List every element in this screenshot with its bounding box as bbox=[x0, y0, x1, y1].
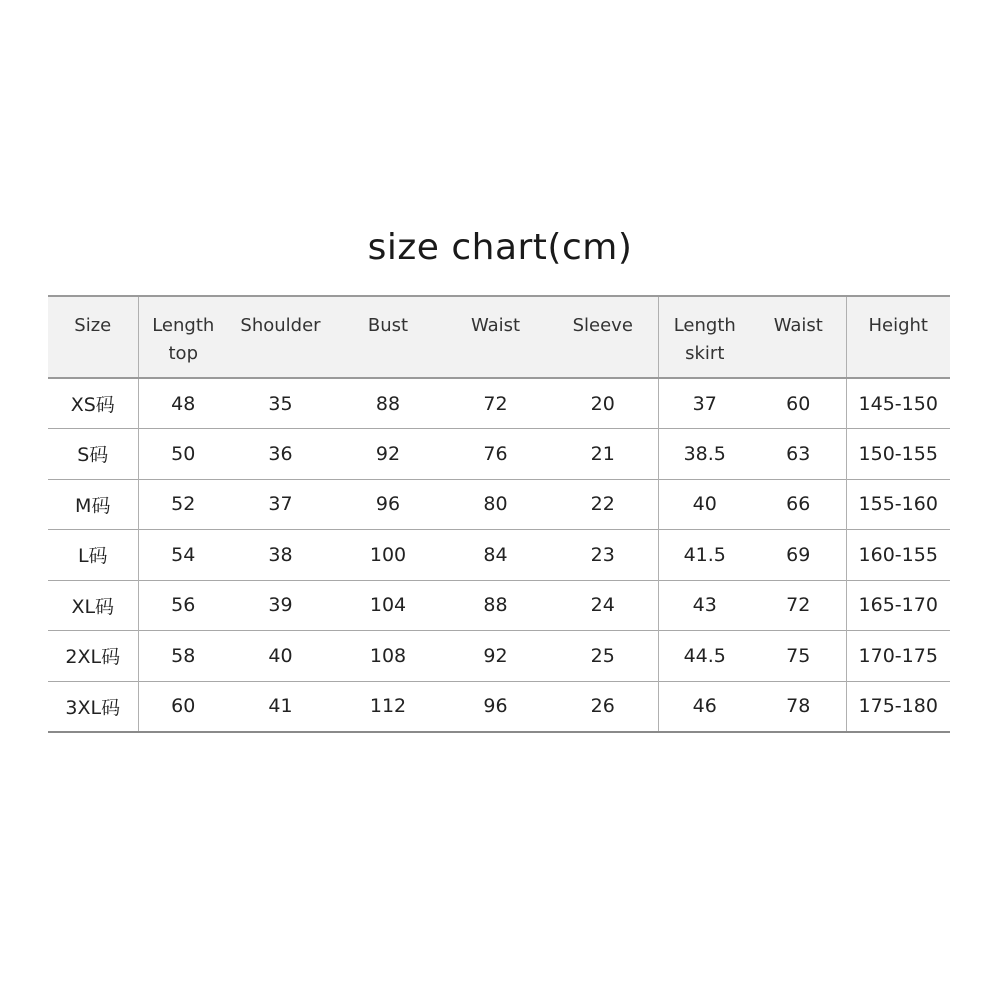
cell-height: 155-160 bbox=[846, 479, 950, 530]
cell-length-skirt: 46 bbox=[658, 681, 751, 732]
cell-size: XS码 bbox=[70, 394, 115, 416]
cell-shoulder: 38 bbox=[268, 543, 293, 566]
cell-height: 165-170 bbox=[846, 580, 950, 631]
cell-length-top: 48 bbox=[138, 378, 228, 429]
cell-length-top: 60 bbox=[138, 681, 228, 732]
cell-shoulder: 37 bbox=[268, 493, 293, 516]
cell-bust: 108 bbox=[369, 644, 407, 667]
table-row bbox=[48, 479, 950, 530]
cell-length-skirt: 43 bbox=[658, 580, 751, 631]
cell-size: M码 bbox=[75, 494, 111, 517]
table-row bbox=[48, 429, 950, 480]
cell-waist-skirt: 66 bbox=[786, 493, 811, 516]
cell-length-top: 56 bbox=[138, 580, 228, 631]
cell-waist-skirt: 63 bbox=[786, 442, 811, 465]
cell-length-skirt: 37 bbox=[658, 378, 751, 429]
cell-bust: 88 bbox=[375, 392, 401, 415]
cell-height: 175-180 bbox=[846, 681, 950, 732]
cell-shoulder: 40 bbox=[268, 644, 293, 667]
cell-waist-skirt: 72 bbox=[786, 594, 811, 617]
header-height: Height bbox=[846, 296, 950, 378]
cell-shoulder: 41 bbox=[268, 695, 293, 717]
cell-waist-top: 96 bbox=[483, 695, 508, 717]
cell-height: 145-150 bbox=[846, 378, 950, 429]
cell-bust: 92 bbox=[375, 442, 401, 465]
cell-length-top: 58 bbox=[138, 631, 228, 682]
cell-sleeve: 25 bbox=[590, 644, 615, 667]
header-length-skirt: Length skirt bbox=[658, 296, 751, 378]
cell-size: 2XL码 bbox=[65, 646, 121, 669]
table-row bbox=[48, 681, 950, 732]
cell-sleeve: 26 bbox=[590, 695, 615, 717]
header-size: Size bbox=[74, 315, 112, 336]
cell-size: 3XL码 bbox=[65, 696, 121, 719]
cell-length-top: 52 bbox=[138, 479, 228, 530]
cell-size: XL码 bbox=[71, 595, 115, 618]
cell-bust: 104 bbox=[369, 594, 407, 617]
cell-waist-top: 72 bbox=[483, 392, 508, 415]
cell-height: 160-155 bbox=[846, 530, 950, 581]
table-header-row bbox=[48, 296, 950, 378]
cell-sleeve: 23 bbox=[590, 543, 615, 566]
cell-bust: 112 bbox=[369, 695, 407, 717]
cell-shoulder: 39 bbox=[268, 594, 293, 617]
cell-length-skirt: 44.5 bbox=[658, 631, 751, 682]
cell-waist-top: 92 bbox=[483, 644, 508, 667]
cell-length-skirt: 40 bbox=[658, 479, 751, 530]
cell-shoulder: 35 bbox=[268, 392, 293, 415]
cell-waist-skirt: 78 bbox=[786, 695, 811, 717]
header-waist-skirt: Waist bbox=[773, 315, 823, 336]
cell-length-skirt: 38.5 bbox=[658, 429, 751, 480]
cell-sleeve: 24 bbox=[590, 594, 615, 617]
page-title: size chart(cm) bbox=[367, 227, 633, 268]
cell-waist-top: 84 bbox=[483, 543, 508, 566]
header-shoulder: Shoulder bbox=[240, 315, 321, 336]
cell-length-top: 54 bbox=[138, 530, 228, 581]
size-chart-table bbox=[48, 295, 950, 733]
cell-length-top: 50 bbox=[138, 429, 228, 480]
cell-sleeve: 21 bbox=[590, 442, 615, 465]
cell-sleeve: 22 bbox=[590, 493, 615, 516]
header-waist-top: Waist bbox=[470, 315, 521, 336]
header-bust: Bust bbox=[367, 315, 409, 336]
table-row bbox=[48, 580, 950, 631]
cell-sleeve: 20 bbox=[590, 392, 615, 415]
cell-shoulder: 36 bbox=[268, 442, 293, 465]
cell-waist-skirt: 69 bbox=[786, 543, 811, 566]
table-row bbox=[48, 378, 950, 429]
cell-waist-top: 88 bbox=[483, 594, 508, 617]
cell-waist-top: 76 bbox=[483, 442, 508, 465]
cell-length-skirt: 41.5 bbox=[658, 530, 751, 581]
header-length-top: Length top bbox=[138, 296, 228, 378]
cell-waist-top: 80 bbox=[483, 493, 508, 516]
cell-waist-skirt: 60 bbox=[786, 392, 811, 415]
cell-height: 170-175 bbox=[846, 631, 950, 682]
cell-size: S码 bbox=[77, 444, 109, 467]
table-body bbox=[48, 378, 950, 732]
header-sleeve: Sleeve bbox=[572, 315, 633, 336]
cell-height: 150-155 bbox=[846, 429, 950, 480]
cell-bust: 96 bbox=[375, 493, 401, 516]
table-row bbox=[48, 530, 950, 581]
cell-size: L码 bbox=[77, 545, 108, 568]
cell-bust: 100 bbox=[369, 543, 407, 566]
cell-waist-skirt: 75 bbox=[786, 644, 811, 667]
table-row bbox=[48, 631, 950, 682]
